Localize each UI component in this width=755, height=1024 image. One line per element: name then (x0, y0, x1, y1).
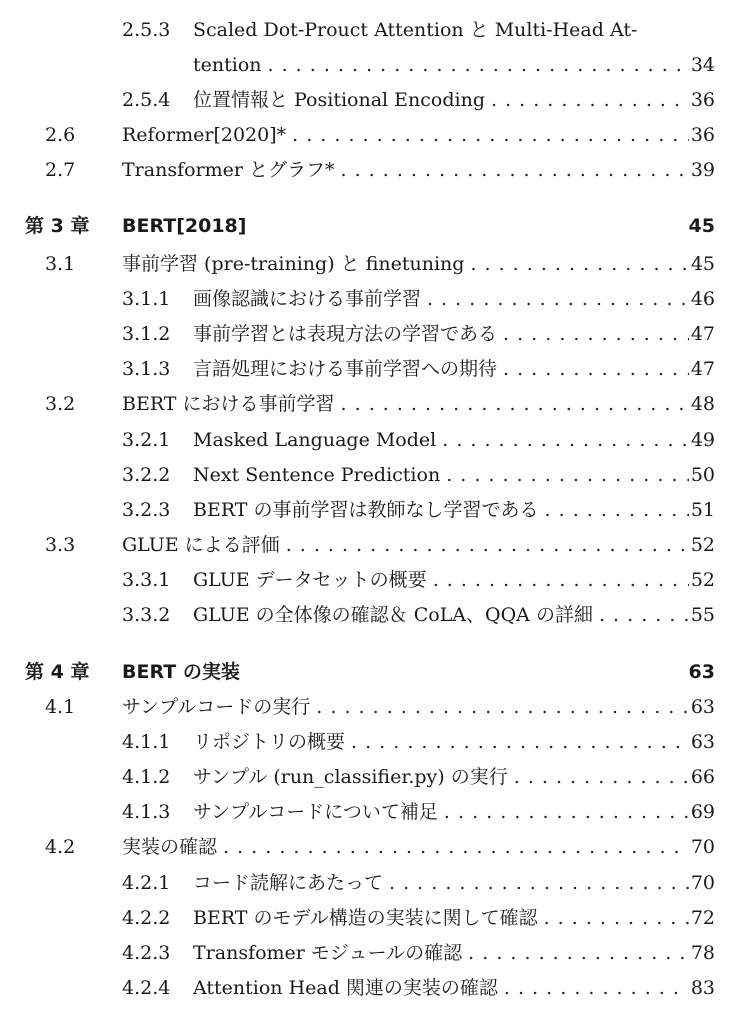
entry-number: 4.1.2 (122, 766, 171, 789)
chapter-number: 第 3 章 (25, 215, 90, 237)
toc-entry-3-1-1[interactable] (0, 282, 755, 317)
entry-title-line (193, 458, 689, 493)
entry-page: 55 (690, 604, 715, 626)
toc-entry-4-2-4[interactable] (0, 971, 755, 1006)
entry-title-text: 事前学習 (pre-training) と finetuning (122, 247, 470, 282)
entry-title-text: BERT における事前学習 (122, 387, 341, 422)
entry-title-line (122, 118, 689, 153)
toc-entry-3-2-3[interactable] (0, 493, 755, 528)
dot-leader (504, 971, 689, 1006)
toc-entry-3-1[interactable] (0, 247, 755, 282)
entry-page: 47 (690, 323, 715, 346)
dot-leader (514, 760, 689, 795)
entry-page: 45 (690, 253, 715, 275)
entry-number: 3.1.2 (122, 323, 171, 346)
chapter-title: BERT の実装 (122, 661, 240, 683)
entry-page: 69 (690, 801, 715, 824)
toc-entry-2-5-4[interactable] (0, 83, 755, 118)
entry-title-line (122, 830, 689, 865)
dot-leader (468, 936, 689, 971)
entry-number: 3.1 (45, 253, 76, 275)
toc-entry-4-2-3[interactable] (0, 936, 755, 971)
chapter-page: 63 (688, 661, 715, 683)
entry-title-line (193, 493, 689, 528)
entry-title-line (193, 282, 689, 317)
dot-leader (433, 563, 689, 598)
entry-page: 72 (690, 906, 715, 929)
toc-entry-4-2-2[interactable] (0, 901, 755, 936)
entry-title-text: 実装の確認 (122, 830, 223, 865)
toc-entry-2-7[interactable] (0, 153, 755, 188)
dot-leader (544, 901, 689, 936)
dot-leader (341, 387, 689, 422)
entry-title-text: サンプル (run_classifier.py) の実行 (193, 760, 514, 795)
entry-number: 2.6 (45, 124, 76, 146)
entry-number: 4.2.1 (122, 871, 171, 894)
dot-leader (389, 866, 689, 901)
entry-title-text: tention (193, 48, 268, 83)
entry-title-line (193, 352, 689, 387)
chapter-number: 第 4 章 (25, 661, 90, 683)
dot-leader (292, 118, 689, 153)
entry-number: 4.1 (45, 696, 76, 718)
entry-title: Scaled Dot-Prouct Attention と Multi-Head At- (193, 19, 638, 41)
dot-leader (503, 317, 689, 352)
entry-page: 70 (690, 836, 715, 859)
entry-number: 4.1.3 (122, 801, 171, 824)
entry-title-line (193, 795, 689, 830)
dot-leader (316, 690, 689, 725)
entry-title-text: Reformer[2020]* (122, 118, 292, 153)
toc-entry-4-1-3[interactable] (0, 795, 755, 830)
toc-entry-4-1[interactable] (0, 690, 755, 725)
toc-entry-2-6[interactable] (0, 118, 755, 153)
entry-title-text: Attention Head 関連の実装の確認 (193, 971, 504, 1006)
chapter-title: BERT[2018] (122, 215, 247, 237)
entry-title-line (122, 690, 689, 725)
entry-page: 36 (690, 124, 715, 146)
entry-title-text: 位置情報と Positional Encoding (193, 83, 491, 118)
toc-entry-3-1-2[interactable] (0, 317, 755, 352)
entry-page: 52 (690, 568, 715, 591)
entry-title-text: サンプルコードについて補足 (193, 795, 444, 830)
dot-leader (427, 282, 689, 317)
entry-title-line (122, 528, 689, 563)
entry-number: 2.5.4 (122, 89, 171, 111)
entry-title-line (193, 901, 689, 936)
toc-entry-4-1-2[interactable] (0, 760, 755, 795)
entry-page: 48 (690, 393, 715, 416)
toc-entry-2-5-3[interactable] (0, 13, 755, 48)
chapter-page: 45 (688, 215, 715, 237)
entry-number: 2.7 (45, 159, 76, 181)
toc-entry-4-2-1[interactable] (0, 866, 755, 901)
dot-leader (491, 83, 689, 118)
entry-title-line (193, 598, 689, 633)
entry-title-line (193, 423, 689, 458)
entry-number: 3.1.1 (122, 288, 171, 311)
toc-entry-3-2[interactable] (0, 387, 755, 422)
dot-leader (223, 830, 689, 865)
entry-title-text: 言語処理における事前学習への期待 (193, 352, 503, 387)
entry-number: 4.1.1 (122, 731, 171, 754)
entry-page: 83 (690, 976, 715, 999)
chapter-4-heading[interactable] (0, 654, 755, 690)
entry-page: 36 (690, 89, 715, 111)
entry-page: 63 (690, 696, 715, 718)
entry-page: 39 (690, 159, 715, 181)
entry-title-text: 画像認識における事前学習 (193, 282, 427, 317)
entry-number: 3.2.2 (122, 463, 171, 486)
toc-entry-2-5-3-continued[interactable] (0, 48, 755, 83)
entry-number: 3.1.3 (122, 358, 171, 381)
entry-title-line (193, 866, 689, 901)
toc-entry-3-3-1[interactable] (0, 563, 755, 598)
entry-title-line (193, 725, 689, 760)
dot-leader (470, 247, 689, 282)
entry-title-line (193, 317, 689, 352)
toc-entry-4-2[interactable] (0, 830, 755, 865)
entry-title-line (193, 83, 689, 118)
entry-page: 70 (690, 871, 715, 894)
entry-number: 4.2.2 (122, 906, 171, 929)
entry-number: 3.2 (45, 393, 76, 416)
entry-title-text: GLUE の全体像の確認＆ CoLA、QQA の詳細 (193, 598, 599, 633)
entry-number: 4.2.3 (122, 941, 171, 964)
entry-title-line (193, 936, 689, 971)
dot-leader (446, 458, 689, 493)
dot-leader (286, 528, 689, 563)
chapter-3-heading[interactable] (0, 208, 755, 244)
entry-title-text: コード読解にあたって (193, 866, 389, 901)
dot-leader (503, 352, 689, 387)
entry-page: 50 (690, 463, 715, 486)
entry-title-line (193, 760, 689, 795)
entry-number: 3.3.1 (122, 568, 171, 591)
entry-number: 4.2 (45, 836, 76, 859)
entry-page: 66 (690, 766, 715, 789)
entry-page: 63 (690, 731, 715, 754)
entry-title-text: リポジトリの概要 (193, 725, 351, 760)
entry-number: 3.3 (45, 533, 76, 556)
entry-title-line (193, 563, 689, 598)
dot-leader (442, 423, 689, 458)
toc-entry-3-2-1[interactable] (0, 423, 755, 458)
entry-title-text: 事前学習とは表現方法の学習である (193, 317, 503, 352)
entry-page: 49 (690, 428, 715, 451)
entry-title-line (193, 48, 689, 83)
entry-title-text: Masked Language Model (193, 423, 442, 458)
toc-entry-3-3-2[interactable] (0, 598, 755, 633)
entry-number: 3.2.3 (122, 498, 171, 521)
entry-number: 3.3.2 (122, 604, 171, 626)
entry-title-line (122, 387, 689, 422)
entry-page: 51 (690, 498, 715, 521)
toc-entry-3-2-2[interactable] (0, 458, 755, 493)
entry-page: 78 (690, 941, 715, 964)
entry-page: 46 (690, 288, 715, 311)
entry-title-line (193, 971, 689, 1006)
entry-number: 2.5.3 (122, 19, 171, 41)
dot-leader (444, 795, 689, 830)
dot-leader (599, 598, 689, 633)
entry-title-text: Transformer とグラフ* (122, 153, 341, 188)
dot-leader (545, 493, 689, 528)
entry-title-text: サンプルコードの実行 (122, 690, 316, 725)
entry-title-text: BERT の事前学習は教師なし学習である (193, 493, 545, 528)
entry-page: 47 (690, 358, 715, 381)
entry-page: 34 (690, 54, 715, 76)
entry-title-text: GLUE データセットの概要 (193, 563, 433, 598)
dot-leader (351, 725, 689, 760)
entry-title-line (122, 153, 689, 188)
toc-entry-3-3[interactable] (0, 528, 755, 563)
entry-page: 52 (690, 533, 715, 556)
entry-title-text: BERT のモデル構造の実装に関して確認 (193, 901, 544, 936)
entry-title-text: GLUE による評価 (122, 528, 286, 563)
dot-leader (341, 153, 689, 188)
entry-number: 3.2.1 (122, 428, 171, 451)
entry-title-text: Next Sentence Prediction (193, 458, 446, 493)
toc-entry-3-1-3[interactable] (0, 352, 755, 387)
entry-title-line (122, 247, 689, 282)
toc-entry-4-1-1[interactable] (0, 725, 755, 760)
entry-number: 4.2.4 (122, 976, 171, 999)
dot-leader (268, 48, 689, 83)
entry-title-text: Transfomer モジュールの確認 (193, 936, 468, 971)
